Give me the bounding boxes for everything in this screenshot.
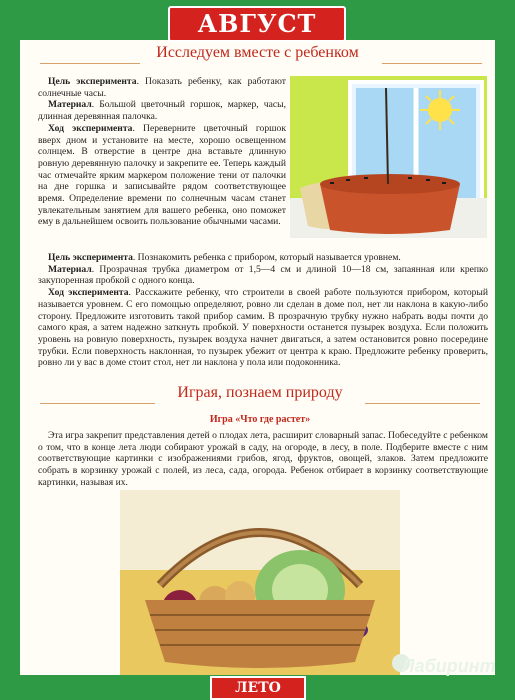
experiment-1 [38, 76, 286, 228]
exp1-material: Материал. Большой цветочный горшок, маркер, часы, длинная деревянная палочка. [38, 99, 286, 123]
section-2-title: Играя, познаем природу [177, 384, 343, 401]
exp2-goal: Цель эксперимента. Познакомить ребенка с прибором, который называется уровнем. [48, 252, 401, 263]
exp1-goal: Цель эксперимента. Показать ребенку, как работают солнечные часы. [38, 76, 286, 99]
basket-illustration [120, 490, 400, 675]
section-subtitle: Исследуем вместе с ребенком [156, 44, 359, 61]
month-title-plate [168, 6, 346, 42]
publisher-logo: Лабиринт [402, 656, 496, 676]
sundial-picture [290, 76, 487, 238]
season-label: ЛЕТО [235, 680, 281, 696]
divider-right-2 [365, 403, 480, 404]
divider-left-2 [40, 403, 155, 404]
exp1-course: Ход эксперимента. Переверните цветочный горшок вверх дном и установите на месте, хорошо освещенном солнцем. В отверстие в центре дна вставьте длинную ровную деревянную палочку и закрепите ее. Теперь каждый час отмечайте ярким маркером положение тени от палочки на дне горшка и записывайте рядом соответствующее время. Определение времени по солнечным часам станет увлекательным занятием для вашего ребенка, оно поможет ему в дальнейшем освоить пользование обычными часами. [38, 122, 286, 228]
game-description: Эта игра закрепит представления детей о плодах лета, расширит словарный запас. Побеседуйте с ребенком о том, что в конце лета люди собирают урожай в саду, на огороде, в лесу, в поле. Подберите вместе с ним соответствующие картинки с изображениями грибов, ягод, фруктов, овощей, злаков. Затем предложите собрать в корзинку урожай с полей, из леса, сада, огорода. Ребенок отбирает в корзинку соответствующие картинки, называя их. [38, 430, 488, 488]
basket-picture [120, 490, 400, 675]
exp2-course: Ход эксперимента. Расскажите ребенку, что строители в своей работе пользуются прибором, который называется уровнем. С его помощью определяют, ровно ли сделан в доме пол, нет ли наклона в какую-либо сторону. Предложите изготовить такой прибор самим. В прозрачную трубку нужно набрать воды почти до самого края, а затем надежно заткнуть пробкой. У поверхности останется пузырек воздуха. Если положить уровень на ровную поверхность, пузырек воздуха начнет двигаться, а затем остановится ровно посередине трубки. Если поверхность наклонная, то пузырек убежит от центра к краю. Предложите ребенку проверить, ровно ли у вас в доме стоит стол, нет ли наклона у пола или подоконника. [38, 287, 488, 369]
divider-left [40, 63, 140, 64]
divider-right [382, 63, 482, 64]
season-plate [210, 676, 306, 700]
sundial-illustration [290, 76, 487, 238]
page-title: АВГУСТ [197, 9, 317, 38]
game-title: Игра «Что где растет» [209, 414, 311, 425]
experiment-2 [38, 252, 488, 369]
exp2-material: Материал. Прозрачная трубка диаметром от 1,5—4 см и длиной 10—18 см, запаянная или крепко закупоренная пробкой с одного конца. [38, 263, 488, 287]
